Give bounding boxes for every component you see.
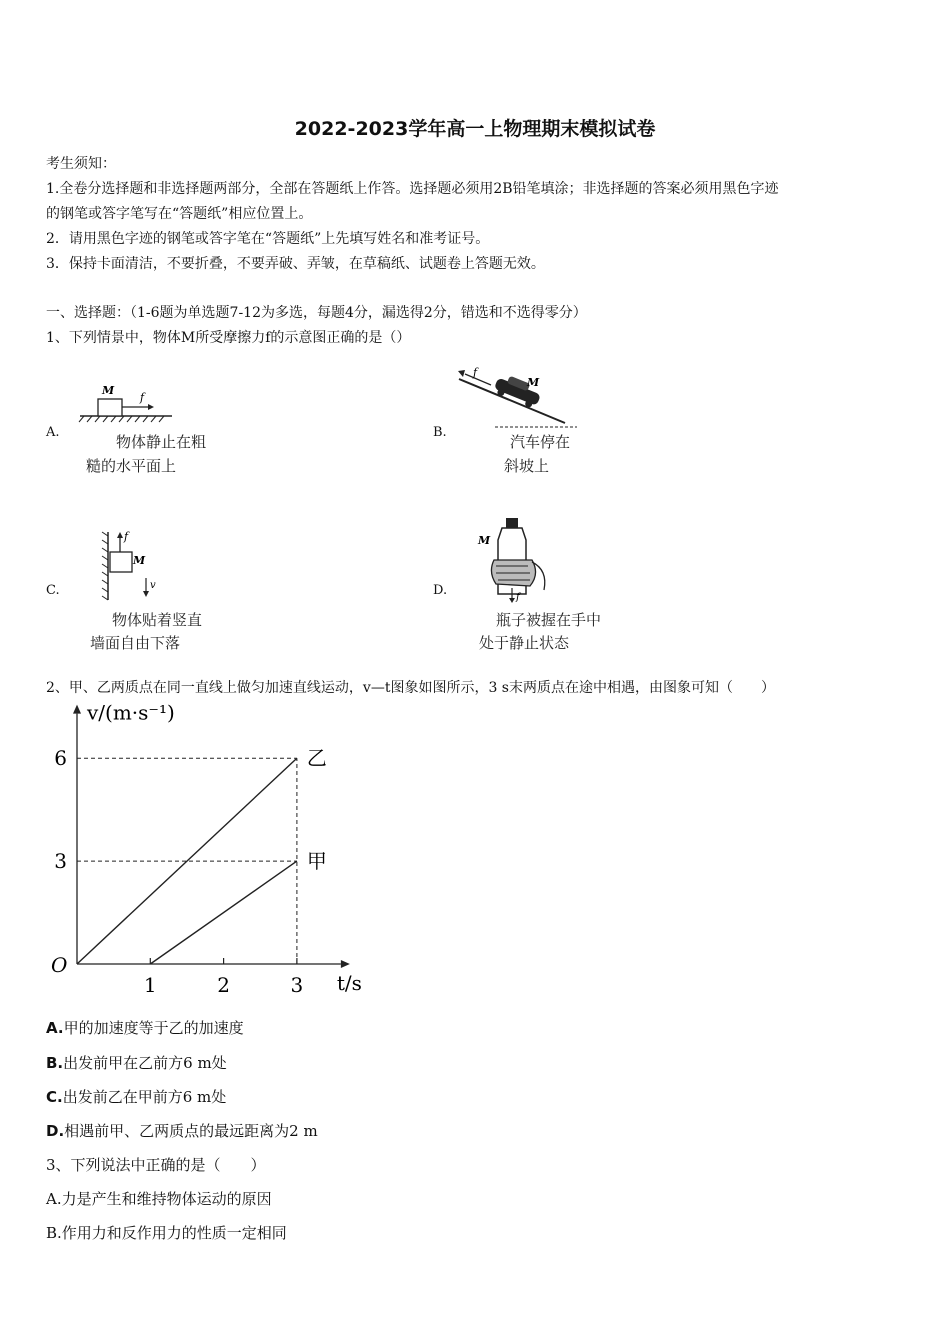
q1-option-b-caption-2: 斜坡上 xyxy=(504,457,550,475)
q1-b-f-label: f xyxy=(473,366,478,379)
q3-option-a xyxy=(46,1188,272,1209)
q1-option-b-label: B. xyxy=(433,425,447,440)
exam-title: 2022-2023学年高一上物理期末模拟试卷 xyxy=(294,118,656,140)
q2-option-a-label: A. xyxy=(46,1019,64,1037)
q1-option-d-figure xyxy=(472,516,552,604)
q1-option-b-figure xyxy=(455,365,585,431)
q1-option-a-figure xyxy=(76,380,176,424)
q1-option-a-caption-1: 物体静止在粗 xyxy=(116,433,207,451)
series-label-2: 甲 xyxy=(306,849,327,874)
y-axis-arrow xyxy=(73,705,81,714)
vt-chart xyxy=(40,700,370,1005)
q1-d-m-label: M xyxy=(478,534,491,547)
q1-c-m-label: M xyxy=(133,554,146,567)
x-tick-label: 3 xyxy=(290,973,304,997)
q1-option-a-caption-2: 糙的水平面上 xyxy=(86,457,177,475)
q3-option-b-text: 作用力和反作用力的性质一定相同 xyxy=(61,1224,287,1242)
x-tick-label: 2 xyxy=(217,973,230,997)
q3-option-a-label: A. xyxy=(46,1190,62,1208)
series-line-1 xyxy=(77,758,297,964)
q1-option-c-caption-1: 物体贴着竖直 xyxy=(112,611,203,629)
q1-c-f-label: f xyxy=(124,530,129,543)
question-2-stem: 2、甲、乙两质点在同一直线上做匀加速直线运动，v—t图象如图所示，3 s末两质点在途中相遇，由图象可知（ ） xyxy=(46,680,775,696)
question-3-stem: 3、下列说法中正确的是（ ） xyxy=(46,1156,266,1174)
q2-option-c-label: C. xyxy=(46,1088,63,1106)
q1-option-d-label: D. xyxy=(433,583,448,598)
question-1-stem: 1、下列情景中，物体M所受摩擦力f的示意图正确的是（） xyxy=(46,330,411,346)
q1-option-c-figure xyxy=(96,528,166,602)
notice-item-1b: 的钢笔或答字笔写在“答题纸”相应位置上。 xyxy=(46,206,313,222)
q1-c-v-label: v xyxy=(150,580,156,591)
y-tick-label: 3 xyxy=(54,849,67,874)
q1-option-d-caption-1: 瓶子被握在手中 xyxy=(496,611,602,629)
q2-option-d-label: D. xyxy=(46,1122,65,1140)
section-heading: 一、选择题：（1-6题为单选题7-12为多选，每题4分，漏选得2分，错选和不选得零分） xyxy=(46,305,587,321)
q2-option-a-text: 甲的加速度等于乙的加速度 xyxy=(63,1019,244,1037)
q1-option-c-caption-2: 墙面自由下落 xyxy=(90,634,181,652)
q1-option-d-caption-2: 处于静止状态 xyxy=(479,634,570,652)
q1-d-f-label: f xyxy=(516,592,520,603)
q3-option-b-label: B. xyxy=(46,1224,62,1242)
q1-option-b-caption-1: 汽车停在 xyxy=(510,433,571,451)
x-axis-label: t/s xyxy=(336,971,362,995)
notice-item-2: 2．请用黑色字迹的钢笔或答字笔在“答题纸”上先填写姓名和准考证号。 xyxy=(46,231,490,247)
series-line-2 xyxy=(150,861,297,964)
x-axis-arrow xyxy=(341,960,350,968)
q2-option-d-text: 相遇前甲、乙两质点的最远距离为2 m xyxy=(64,1122,318,1140)
series-label-1: 乙 xyxy=(306,746,327,771)
y-axis-label: v/(m·s⁻¹) xyxy=(87,700,175,725)
q3-option-a-text: 力是产生和维持物体运动的原因 xyxy=(61,1190,272,1208)
q2-option-b xyxy=(46,1052,227,1073)
q2-option-a xyxy=(46,1017,244,1038)
q1-a-m-label: M xyxy=(102,384,115,397)
q2-option-b-text: 出发前甲在乙前方6 m处 xyxy=(63,1054,227,1072)
q1-b-m-label: M xyxy=(527,376,540,389)
y-tick-label: 6 xyxy=(54,746,67,771)
x-tick-label: 1 xyxy=(143,973,157,997)
q2-option-b-label: B. xyxy=(46,1054,64,1072)
q1-option-c-label: C. xyxy=(46,583,60,598)
q2-option-c xyxy=(46,1086,226,1107)
notice-item-3: 3．保持卡面清洁，不要折叠，不要弄破、弄皱，在草稿纸、试题卷上答题无效。 xyxy=(46,256,545,272)
notice-heading: 考生须知： xyxy=(46,156,116,172)
q2-option-d xyxy=(46,1120,318,1141)
notice-item-1: 1.全卷分选择题和非选择题两部分，全部在答题纸上作答。选择题必须用2B铅笔填涂；非选择题的答案必须用黑色字迹 xyxy=(46,181,779,197)
q2-option-c-text: 出发前乙在甲前方6 m处 xyxy=(62,1088,227,1106)
q1-option-a-label: A. xyxy=(46,425,60,440)
origin-label: O xyxy=(51,953,68,977)
q3-option-b xyxy=(46,1222,287,1243)
q1-a-f-label: f xyxy=(140,391,145,404)
